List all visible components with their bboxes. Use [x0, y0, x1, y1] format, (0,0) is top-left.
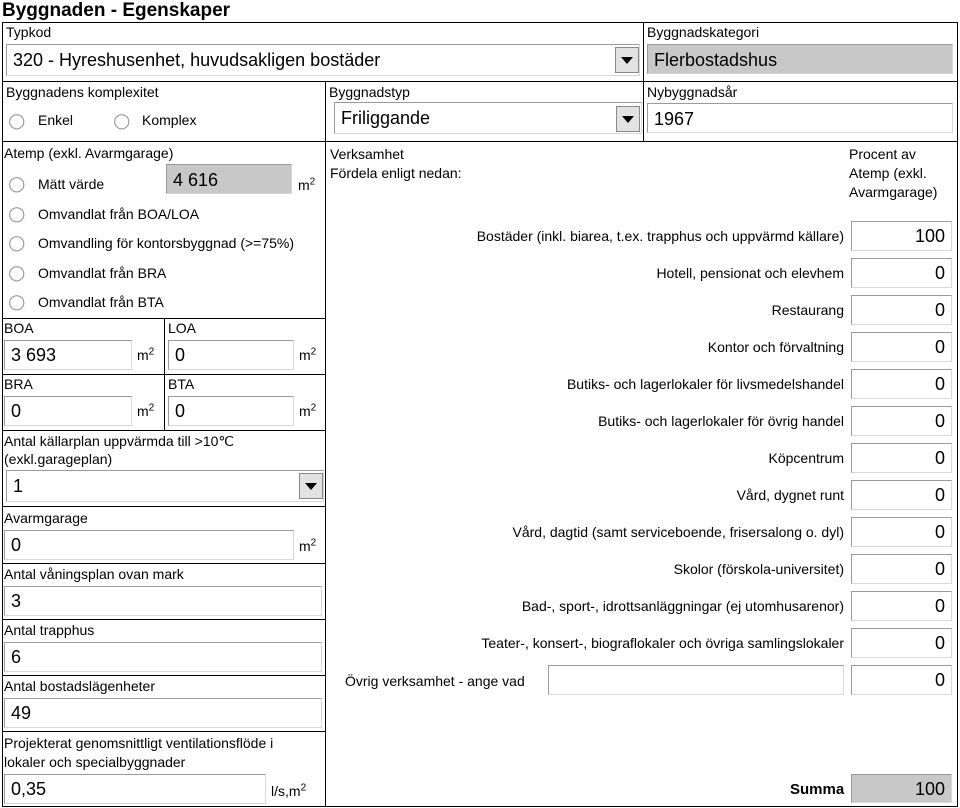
bra-unit: $m^2$	[137, 402, 155, 419]
avarmgarage-unit: $m^2$	[299, 537, 317, 554]
loa-input[interactable]: 0	[168, 340, 294, 370]
chevron-down-icon[interactable]	[616, 106, 640, 132]
boa-label: BOA	[4, 320, 34, 336]
chevron-down-icon[interactable]	[615, 47, 639, 73]
atemp-value-field: 4 616	[166, 164, 292, 194]
verksamhet-row-label: Restaurang	[771, 302, 844, 318]
typkod-select[interactable]: 320 - Hyreshusenhet, huvudsakligen bostäder	[6, 44, 640, 76]
trapphus-label: Antal trapphus	[4, 622, 95, 638]
radio-unselected-icon[interactable]: ○	[113, 108, 131, 132]
verksamhet-row-input[interactable]: 0	[851, 369, 952, 399]
ventilation-label: Projekterat genomsnittligt ventilationsflöde i	[4, 735, 274, 751]
bta-label: BTA	[168, 376, 195, 392]
bta-unit: $m^2$	[299, 402, 317, 419]
chevron-down-icon[interactable]	[299, 473, 323, 499]
radio-unselected-icon[interactable]: ○	[8, 201, 26, 225]
nybyggnadsar-input[interactable]: 1967	[647, 103, 953, 133]
verksamhet-row-input[interactable]: 0	[851, 258, 952, 288]
vaningsplan-input[interactable]: 3	[4, 586, 322, 616]
verksamhet-row-input[interactable]: 0	[851, 628, 952, 658]
ovrig-verksamhet-percent-input[interactable]: 0	[851, 665, 952, 695]
typkod-label: Typkod	[6, 24, 52, 40]
avarmgarage-input[interactable]: 0	[4, 530, 294, 560]
verksamhet-row-input[interactable]: 0	[851, 480, 952, 510]
byggnadskategori-field: Flerbostadshus	[647, 44, 953, 74]
byggnadstyp-label: Byggnadstyp	[329, 84, 410, 100]
verksamhet-row-label: Teater-, konsert-, biograflokaler och övriga samlingslokaler	[481, 635, 844, 651]
vaningsplan-label: Antal våningsplan ovan mark	[4, 566, 184, 582]
verksamhet-row-input[interactable]: 0	[851, 443, 952, 473]
byggnadstyp-select[interactable]: Friliggande	[334, 102, 642, 134]
atemp-option-bta-label: Omvandlat från BTA	[38, 294, 164, 310]
kallarplan-sublabel: (exkl.garageplan)	[4, 451, 113, 467]
radio-unselected-icon[interactable]: ○	[8, 230, 26, 254]
bostadslagenheter-label: Antal bostadslägenheter	[4, 678, 155, 694]
atemp-option-bra-label: Omvandlat från BRA	[38, 265, 167, 281]
boa-unit: $m^2$	[137, 346, 155, 363]
verksamhet-sublabel: Fördela enligt nedan:	[330, 165, 462, 181]
ventilation-input[interactable]: 0,35	[4, 774, 266, 804]
bra-input[interactable]: 0	[4, 396, 132, 426]
atemp-option-matt-label: Mätt värde	[38, 176, 105, 192]
percent-header: Atemp (exkl.	[849, 165, 927, 181]
verksamhet-row-input[interactable]: 0	[851, 517, 952, 547]
bra-label: BRA	[4, 376, 33, 392]
atemp-option-kontor-label: Omvandling för kontorsbyggnad (>=75%)	[38, 235, 295, 251]
verksamhet-row-label: Butiks- och lagerlokaler för livsmedelshandel	[566, 376, 844, 392]
verksamhet-row-input[interactable]: 0	[851, 295, 952, 325]
verksamhet-row-label: Köpcentrum	[768, 450, 844, 466]
komplexitet-label: Byggnadens komplexitet	[6, 84, 159, 100]
radio-enkel-label: Enkel	[38, 112, 74, 128]
avarmgarage-label: Avarmgarage	[4, 510, 88, 526]
boa-input[interactable]: 3 693	[4, 340, 132, 370]
atemp-unit: $m^2$	[298, 176, 316, 193]
verksamhet-row-label: Bostäder (inkl. biarea, t.ex. trapphus och uppvärmd källare)	[476, 228, 844, 244]
percent-header: Avarmgarage)	[849, 184, 938, 200]
verksamhet-row-label: Vård, dygnet runt	[736, 487, 844, 503]
summa-label: Summa	[790, 781, 845, 798]
ventilation-sublabel: lokaler och specialbyggnader	[4, 754, 186, 770]
verksamhet-row-label: Hotell, pensionat och elevhem	[656, 265, 844, 281]
trapphus-input[interactable]: 6	[4, 642, 322, 672]
ovrig-verksamhet-label: Övrig verksamhet - ange vad	[345, 673, 525, 689]
loa-label: LOA	[168, 320, 197, 336]
summa-value: 100	[851, 774, 952, 803]
verksamhet-row-label: Skolor (förskola-universitet)	[673, 561, 844, 577]
bta-input[interactable]: 0	[168, 396, 294, 426]
verksamhet-row-input[interactable]: 0	[851, 554, 952, 584]
ventilation-unit: $l/s,m^2$	[271, 782, 307, 799]
radio-unselected-icon[interactable]: ○	[8, 171, 26, 195]
verksamhet-row-input[interactable]: 0	[851, 406, 952, 436]
verksamhet-row-input[interactable]: 0	[851, 332, 952, 362]
radio-unselected-icon[interactable]: ○	[8, 260, 26, 284]
kallarplan-select[interactable]: 1	[6, 470, 324, 502]
verksamhet-row-label: Kontor och förvaltning	[707, 339, 844, 355]
bostadslagenheter-input[interactable]: 49	[4, 698, 322, 728]
verksamhet-row-label: Bad-, sport-, idrottsanläggningar (ej utomhusarenor)	[521, 598, 844, 614]
page-title: Byggnaden - Egenskaper	[2, 0, 231, 21]
verksamhet-row-label: Vård, dagtid (samt serviceboende, frisersalong o. dyl)	[512, 524, 844, 540]
percent-header: Procent av	[849, 146, 916, 162]
verksamhet-row-input[interactable]: 0	[851, 591, 952, 621]
verksamhet-label: Verksamhet	[330, 146, 404, 162]
atemp-option-boa-loa-label: Omvandlat från BOA/LOA	[38, 206, 200, 222]
radio-unselected-icon[interactable]: ○	[8, 289, 26, 313]
nybyggnadsar-label: Nybyggnadsår	[647, 84, 738, 100]
ovrig-verksamhet-text-input[interactable]	[548, 665, 844, 695]
kallarplan-label: Antal källarplan uppvärmda till >10℃	[4, 433, 235, 449]
verksamhet-row-input[interactable]: 100	[851, 221, 952, 251]
loa-unit: $m^2$	[299, 346, 317, 363]
radio-komplex-label: Komplex	[142, 112, 197, 128]
byggnadskategori-label: Byggnadskategori	[647, 24, 760, 40]
atemp-label: Atemp (exkl. Avarmgarage)	[4, 145, 174, 161]
verksamhet-row-label: Butiks- och lagerlokaler för övrig handel	[598, 413, 844, 429]
radio-unselected-icon[interactable]: ○	[8, 108, 26, 132]
